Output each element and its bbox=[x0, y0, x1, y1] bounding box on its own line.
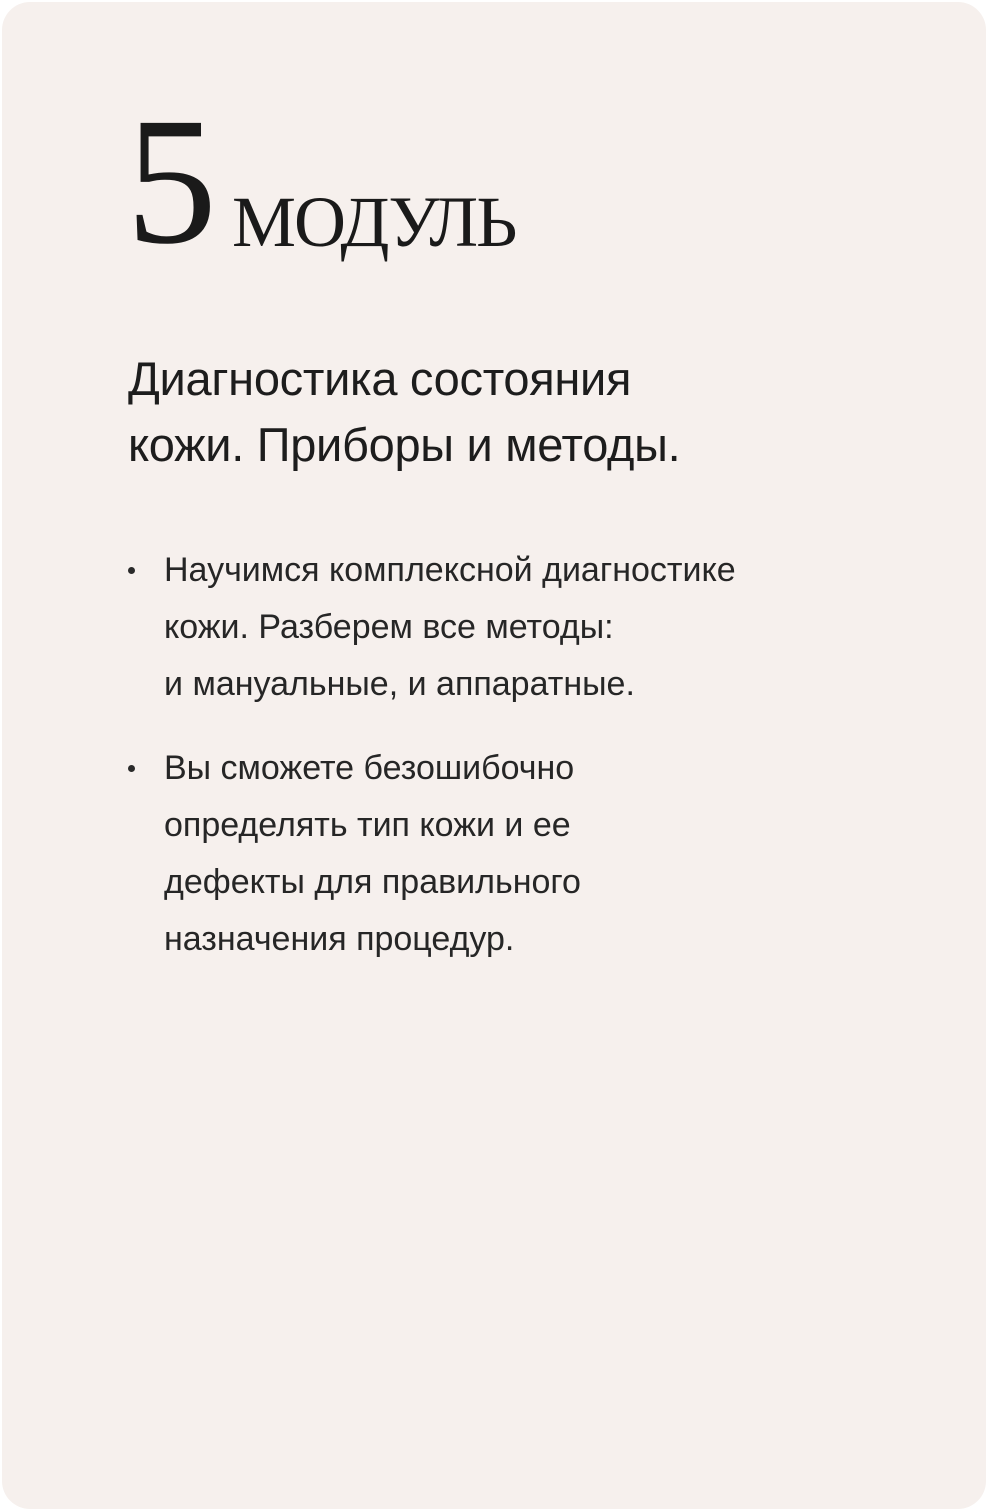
bullet-icon bbox=[128, 765, 135, 772]
module-label: МОДУЛЬ bbox=[232, 182, 516, 262]
module-title: Диагностика состояния кожи. Приборы и методы. bbox=[128, 352, 681, 471]
bullet-text: Научимся комплексной диагностике кожи. Разберем все методы: и мануальные, и аппаратные. bbox=[164, 551, 736, 703]
list-item bbox=[128, 542, 848, 713]
bullet-icon bbox=[128, 567, 135, 574]
list-item bbox=[128, 740, 848, 968]
bullet-text: Вы сможете безошибочно определять тип кожи и ее дефекты для правильного назначения процедур. bbox=[164, 749, 581, 958]
module-number: 5 bbox=[126, 81, 215, 282]
bullet-list bbox=[128, 542, 848, 995]
module-card bbox=[2, 2, 986, 1509]
